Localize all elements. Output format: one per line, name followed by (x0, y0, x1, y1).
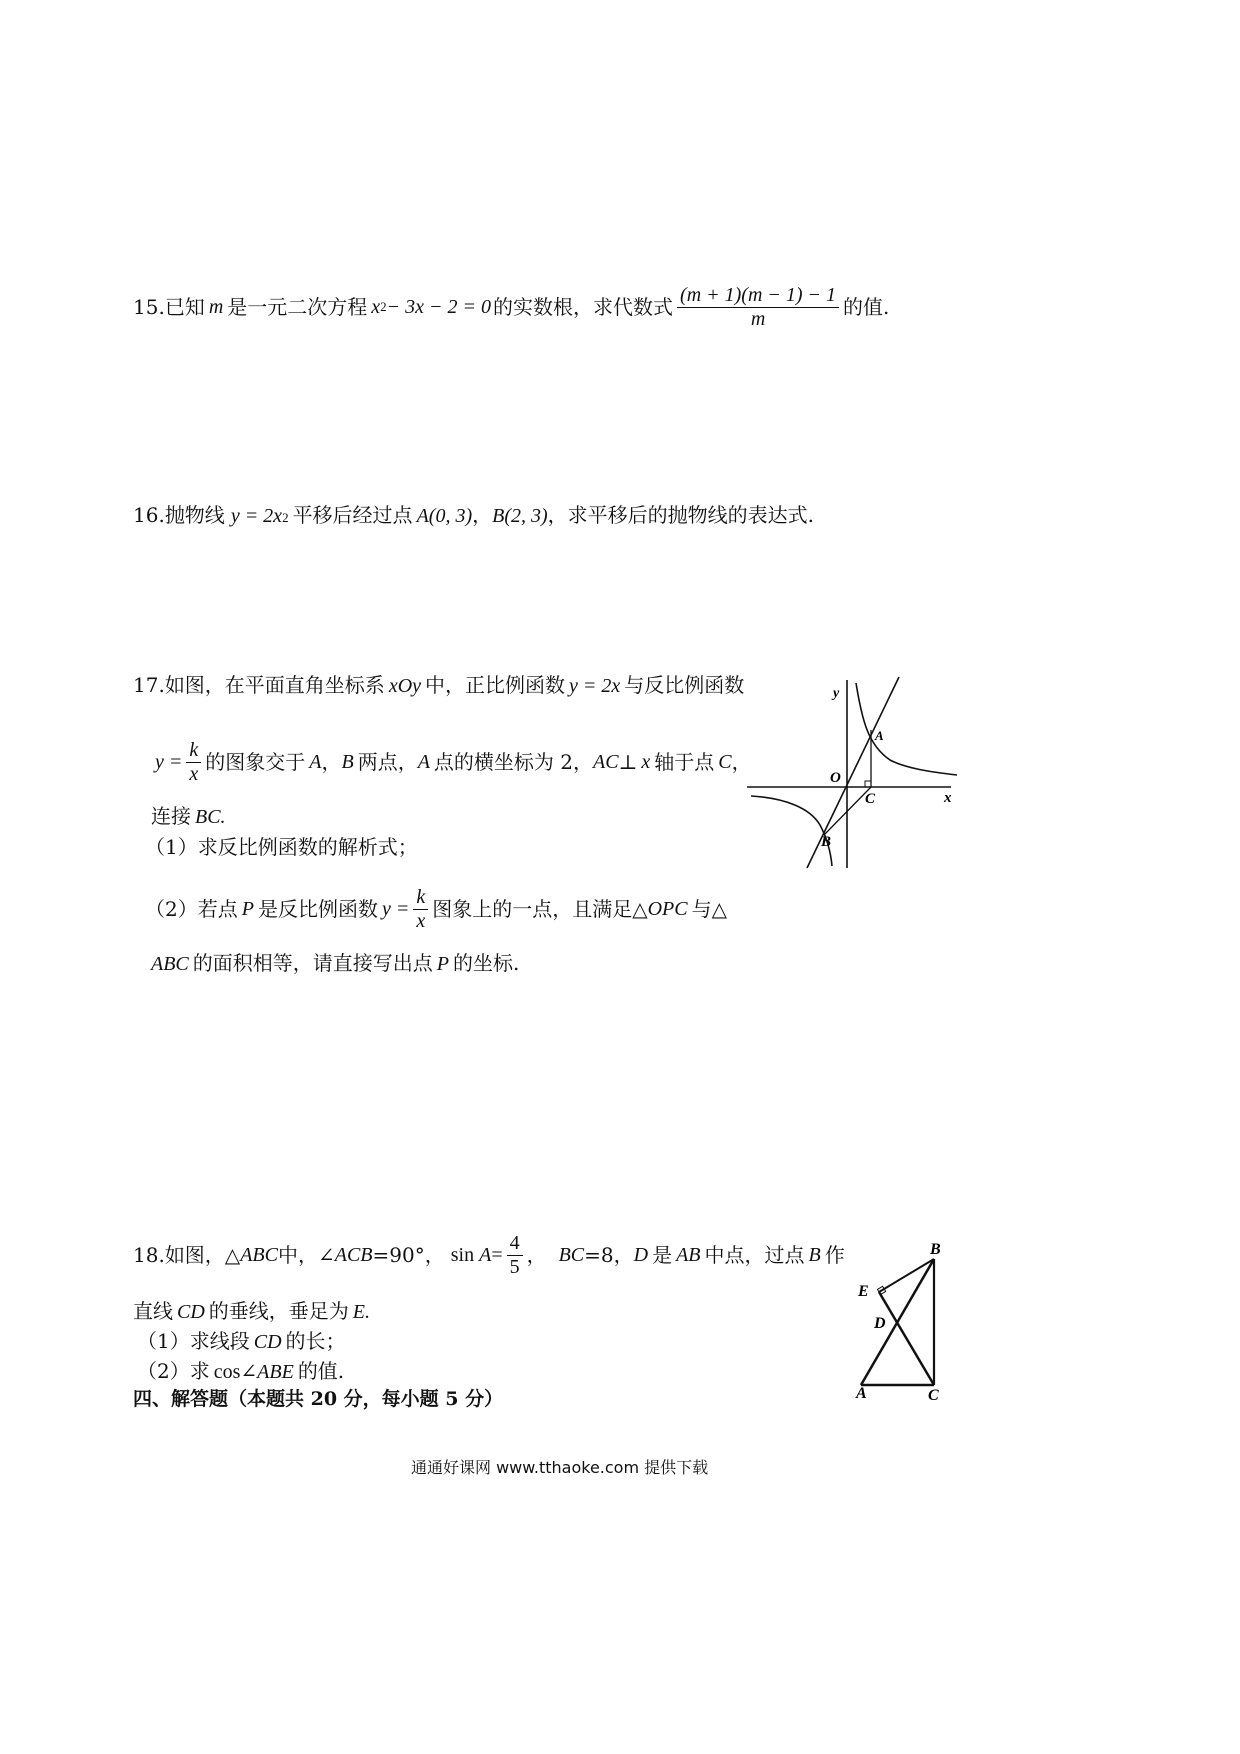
question-17-line-2: y = $\frac{k}{x}$ 的图象交于 A ， B 两点， A 点的横坐标为 2， AC ⊥ x 轴于点 C ， (155, 738, 752, 785)
label-y: y (833, 686, 840, 701)
q17-coordinate-figure (744, 672, 974, 874)
question-16: 16. 抛物线 y = 2x 2 平移后经过点 A(0, 3) ， B(2, 3) ，求平移后的抛物线的表达式. (133, 503, 815, 527)
label-B: B (930, 1241, 941, 1258)
label-A: A (875, 728, 884, 743)
label-C: C (865, 791, 876, 807)
equation: − 3x − 2 = 0 (386, 296, 492, 318)
question-number: 17. (133, 673, 165, 697)
fraction-k-over-x: $\frac{k}{x}$ (413, 886, 428, 933)
question-17-line-3: 连接 BC. (151, 804, 226, 828)
label-D: D (874, 1315, 886, 1332)
question-17-sub-2: （2）若点 P 是反比例函数 y = $\frac{k}{x}$ 图象上的一点，且满足△ OPC 与△ (145, 885, 727, 932)
question-18-line-2: 直线 CD 的垂线，垂足为 E. (133, 1299, 371, 1323)
label-O: O (830, 770, 841, 786)
question-18-line-1: 18. 如图，△ ABC 中，∠ ACB =90°， sin A = $\frac{4}{5}$ ， BC =8， D 是 AB 中点，过点 B 作 (133, 1231, 845, 1278)
page-footer: 通通好课网 www.tthaoke.com 提供下载 (411, 1458, 709, 1477)
q18-triangle-figure (852, 1236, 962, 1408)
fraction-k-over-x: $\frac{k}{x}$ (186, 739, 201, 786)
question-17-sub-1: （1）求反比例函数的解析式； (145, 835, 418, 859)
label-A: A (856, 1385, 867, 1402)
section-4-heading: 四、解答题（本题共 20 分，每小题 5 分） (133, 1388, 504, 1410)
label-C: C (928, 1387, 939, 1404)
label-E: E (858, 1283, 869, 1300)
question-17-line-1: 17. 如图，在平面直角坐标系 xOy 中，正比例函数 y = 2x 与反比例函数 (133, 673, 745, 697)
hyperbola-branch-q3 (751, 796, 832, 866)
label-B: B (821, 834, 832, 850)
question-17-sub-2-cont: ABC 的面积相等，请直接写出点 P 的坐标. (151, 951, 520, 975)
question-18-sub-1: （1）求线段 CD 的长； (137, 1329, 346, 1353)
question-number: 15. (133, 295, 165, 319)
label-x: x (944, 790, 952, 806)
fraction: $\frac{(m + 1)(m - 1) - 1}{m}$ (677, 284, 839, 331)
question-15: 15. 已知 m 是一元二次方程 x 2 − 3x − 2 = 0 的实数根，求代数式 $\frac{(m + 1)(m - 1) - 1}{m}$ 的值. (133, 283, 890, 330)
question-18-sub-2: （2）求 cos∠ ABE 的值. (137, 1359, 345, 1383)
question-number: 16. (133, 503, 165, 527)
fraction-4-5: $\frac{4}{5}$ (507, 1232, 523, 1279)
right-angle-mark (865, 781, 871, 787)
question-number: 18. (133, 1243, 165, 1267)
